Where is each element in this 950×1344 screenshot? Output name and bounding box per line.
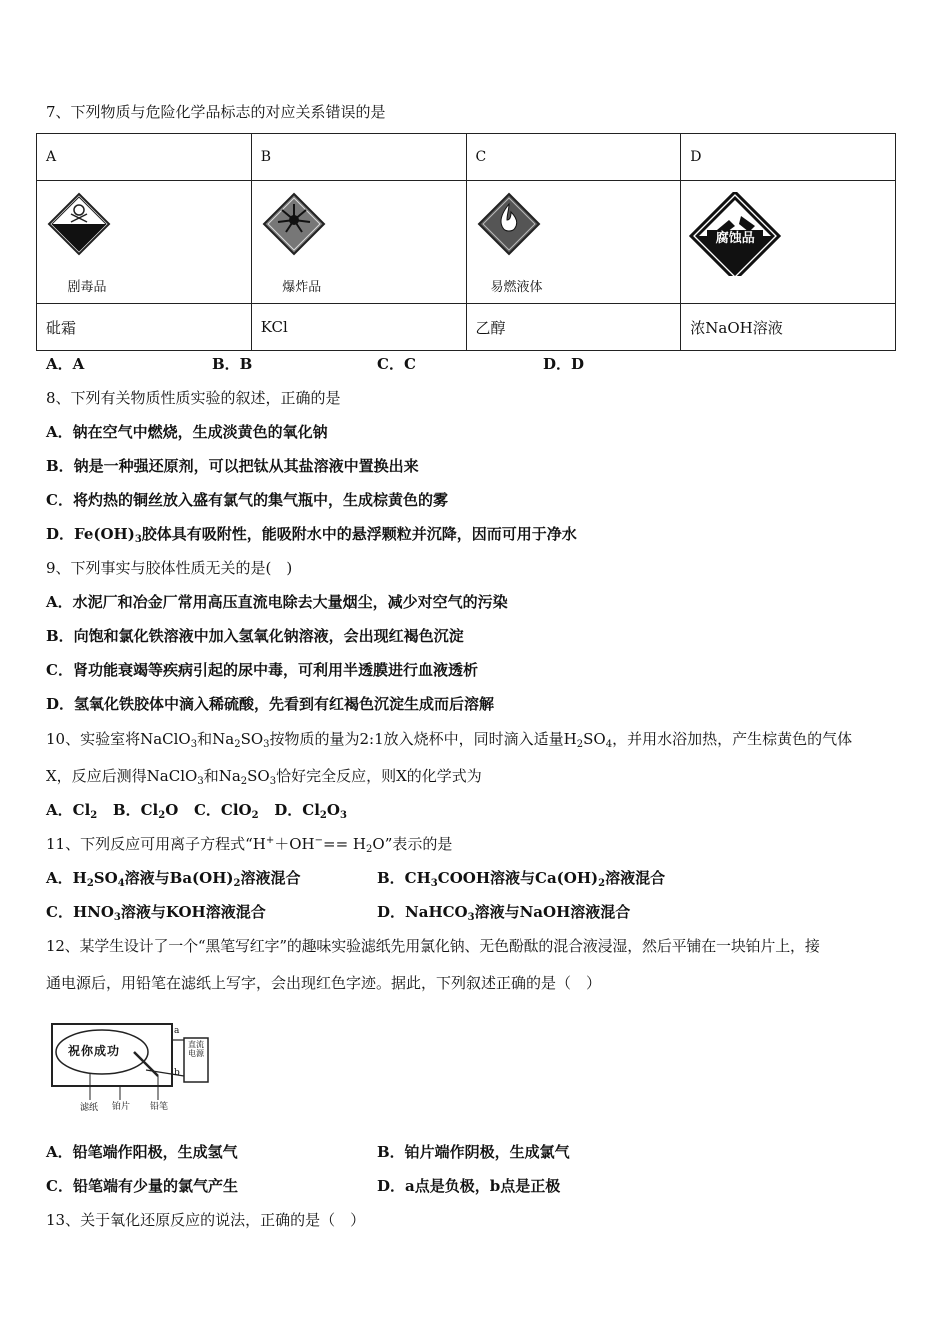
apparatus-sketch <box>46 1020 216 1115</box>
col-header-d: D <box>681 134 896 181</box>
q12-option-b: B．铂片端作阴极，生成氯气 <box>377 1143 570 1161</box>
hazard-sign-table <box>36 133 896 351</box>
q10-options <box>46 800 347 820</box>
figure-point-a: a <box>174 1026 180 1036</box>
q8-option-c: C．将灼热的铜丝放入盛有氯气的集气瓶中，生成棕黄色的雾 <box>46 491 448 509</box>
q10-stem-line1: 10、实验室将NaClO$_3$和$Na_2SO_3$按物质的量为2:1放入烧杯中，同时滴入适量$H_2SO_4$，并用水浴加热，产生棕黄色的气体 <box>46 730 853 750</box>
q11-option-d: D．NaHCO$_3$溶液与NaOH溶液混合 <box>377 903 631 923</box>
figure-power-label: 直流电源 <box>188 1040 204 1058</box>
q10-option-a: A．$Cl_2$ <box>46 801 98 821</box>
sign-label-toxic: 剧毒品 <box>67 280 107 295</box>
sign-label-corrosive: 腐蚀品 <box>715 231 755 246</box>
q10-option-d: D．$Cl_2O_3$ <box>274 801 347 821</box>
skull-crossbones-icon <box>45 192 129 276</box>
q9-option-a: A．水泥厂和冶金厂常用高压直流电除去大量烟尘，减少对空气的污染 <box>46 593 508 611</box>
col-header-c: C <box>466 134 681 181</box>
q12-option-d: D．a点是负极，b点是正极 <box>377 1177 561 1195</box>
figure-point-b: b <box>174 1068 180 1078</box>
substance-b: KCl <box>251 304 466 351</box>
substance-a: 砒霜 <box>37 304 252 351</box>
q12-option-a: A．铅笔端作阳极，生成氢气 <box>46 1143 238 1161</box>
q7-option-c: C．C <box>377 355 416 373</box>
sign-cell-explosive <box>251 181 466 304</box>
q10-stem-line2: X，反应后测得NaClO$_3$和$Na_2SO_3$恰好完全反应，则X的化学式为 <box>46 767 482 787</box>
q9-option-d: D．氢氧化铁胶体中滴入稀硫酸，先看到有红褐色沉淀生成而后溶解 <box>46 695 495 713</box>
substance-d: 浓NaOH溶液 <box>681 304 896 351</box>
col-header-b: B <box>251 134 466 181</box>
q12-option-c: C．铅笔端有少量的氯气产生 <box>46 1177 238 1195</box>
sign-cell-toxic <box>37 181 252 304</box>
q7-stem: 7、下列物质与危险化学品标志的对应关系错误的是 <box>46 103 386 121</box>
q12-stem-line1: 12、某学生设计了一个“黑笔写红字”的趣味实验滤纸先用氯化钠、无色酚酞的混合液浸湿，然后平铺在一块铂片上，接 <box>46 937 820 955</box>
q8-option-a: A．钠在空气中燃烧，生成淡黄色的氧化钠 <box>46 423 328 441</box>
q8-option-d: D．$Fe(OH)_3$胶体具有吸附性，能吸附水中的悬浮颗粒并沉降，因而可用于净水 <box>46 525 577 545</box>
sign-cell-corrosive <box>681 181 896 304</box>
q11-option-a: A．$H_2SO_4$溶液与$Ba(OH)_2$溶液混合 <box>46 869 301 889</box>
q9-option-c: C．肾功能衰竭等疾病引起的尿中毒，可利用半透膜进行血液透析 <box>46 661 478 679</box>
q10-option-b: B．$Cl_2O$ <box>112 801 179 821</box>
sign-cell-flammable <box>466 181 681 304</box>
figure-handwriting: 祝你成功 <box>68 1044 121 1058</box>
q7-option-d: D．D <box>543 355 585 373</box>
flame-icon <box>475 192 559 276</box>
electrolysis-figure <box>46 1020 216 1115</box>
q12-stem-line2: 通电源后，用铅笔在滤纸上写字，会出现红色字迹。据此，下列叙述正确的是（ ） <box>46 974 602 992</box>
explosion-icon <box>260 192 344 276</box>
q7-option-b: B．B <box>212 355 253 373</box>
col-header-a: A <box>37 134 252 181</box>
substance-c: 乙醇 <box>466 304 681 351</box>
sign-label-explosive: 爆炸品 <box>282 280 322 295</box>
sign-label-flammable: 易燃液体 <box>490 280 543 295</box>
figure-label-filter: 滤纸 <box>80 1103 99 1113</box>
q7-option-a: A．A <box>46 355 85 373</box>
q9-stem: 9、下列事实与胶体性质无关的是( ) <box>46 559 293 577</box>
figure-label-pencil: 铅笔 <box>150 1102 169 1112</box>
q13-stem: 13、关于氧化还原反应的说法，正确的是（ ） <box>46 1211 366 1229</box>
q10-option-c: C．ClO$_2$ <box>193 801 259 821</box>
q8-stem: 8、下列有关物质性质实验的叙述，正确的是 <box>46 389 341 407</box>
q9-option-b: B．向饱和氯化铁溶液中加入氢氧化钠溶液，会出现红褐色沉淀 <box>46 627 464 645</box>
q11-option-b: B．$CH_3COOH$溶液与$Ca(OH)_2$溶液混合 <box>377 869 666 889</box>
q8-option-b: B．钠是一种强还原剂，可以把钛从其盐溶液中置换出来 <box>46 457 419 475</box>
q11-option-c: C．$HNO_3$溶液与KOH溶液混合 <box>46 903 266 923</box>
figure-label-plate: 铂片 <box>112 1102 131 1112</box>
q11-stem: 11、下列反应可用离子方程式“$H^++OH^-== H_2O$”表示的是 <box>46 835 453 855</box>
